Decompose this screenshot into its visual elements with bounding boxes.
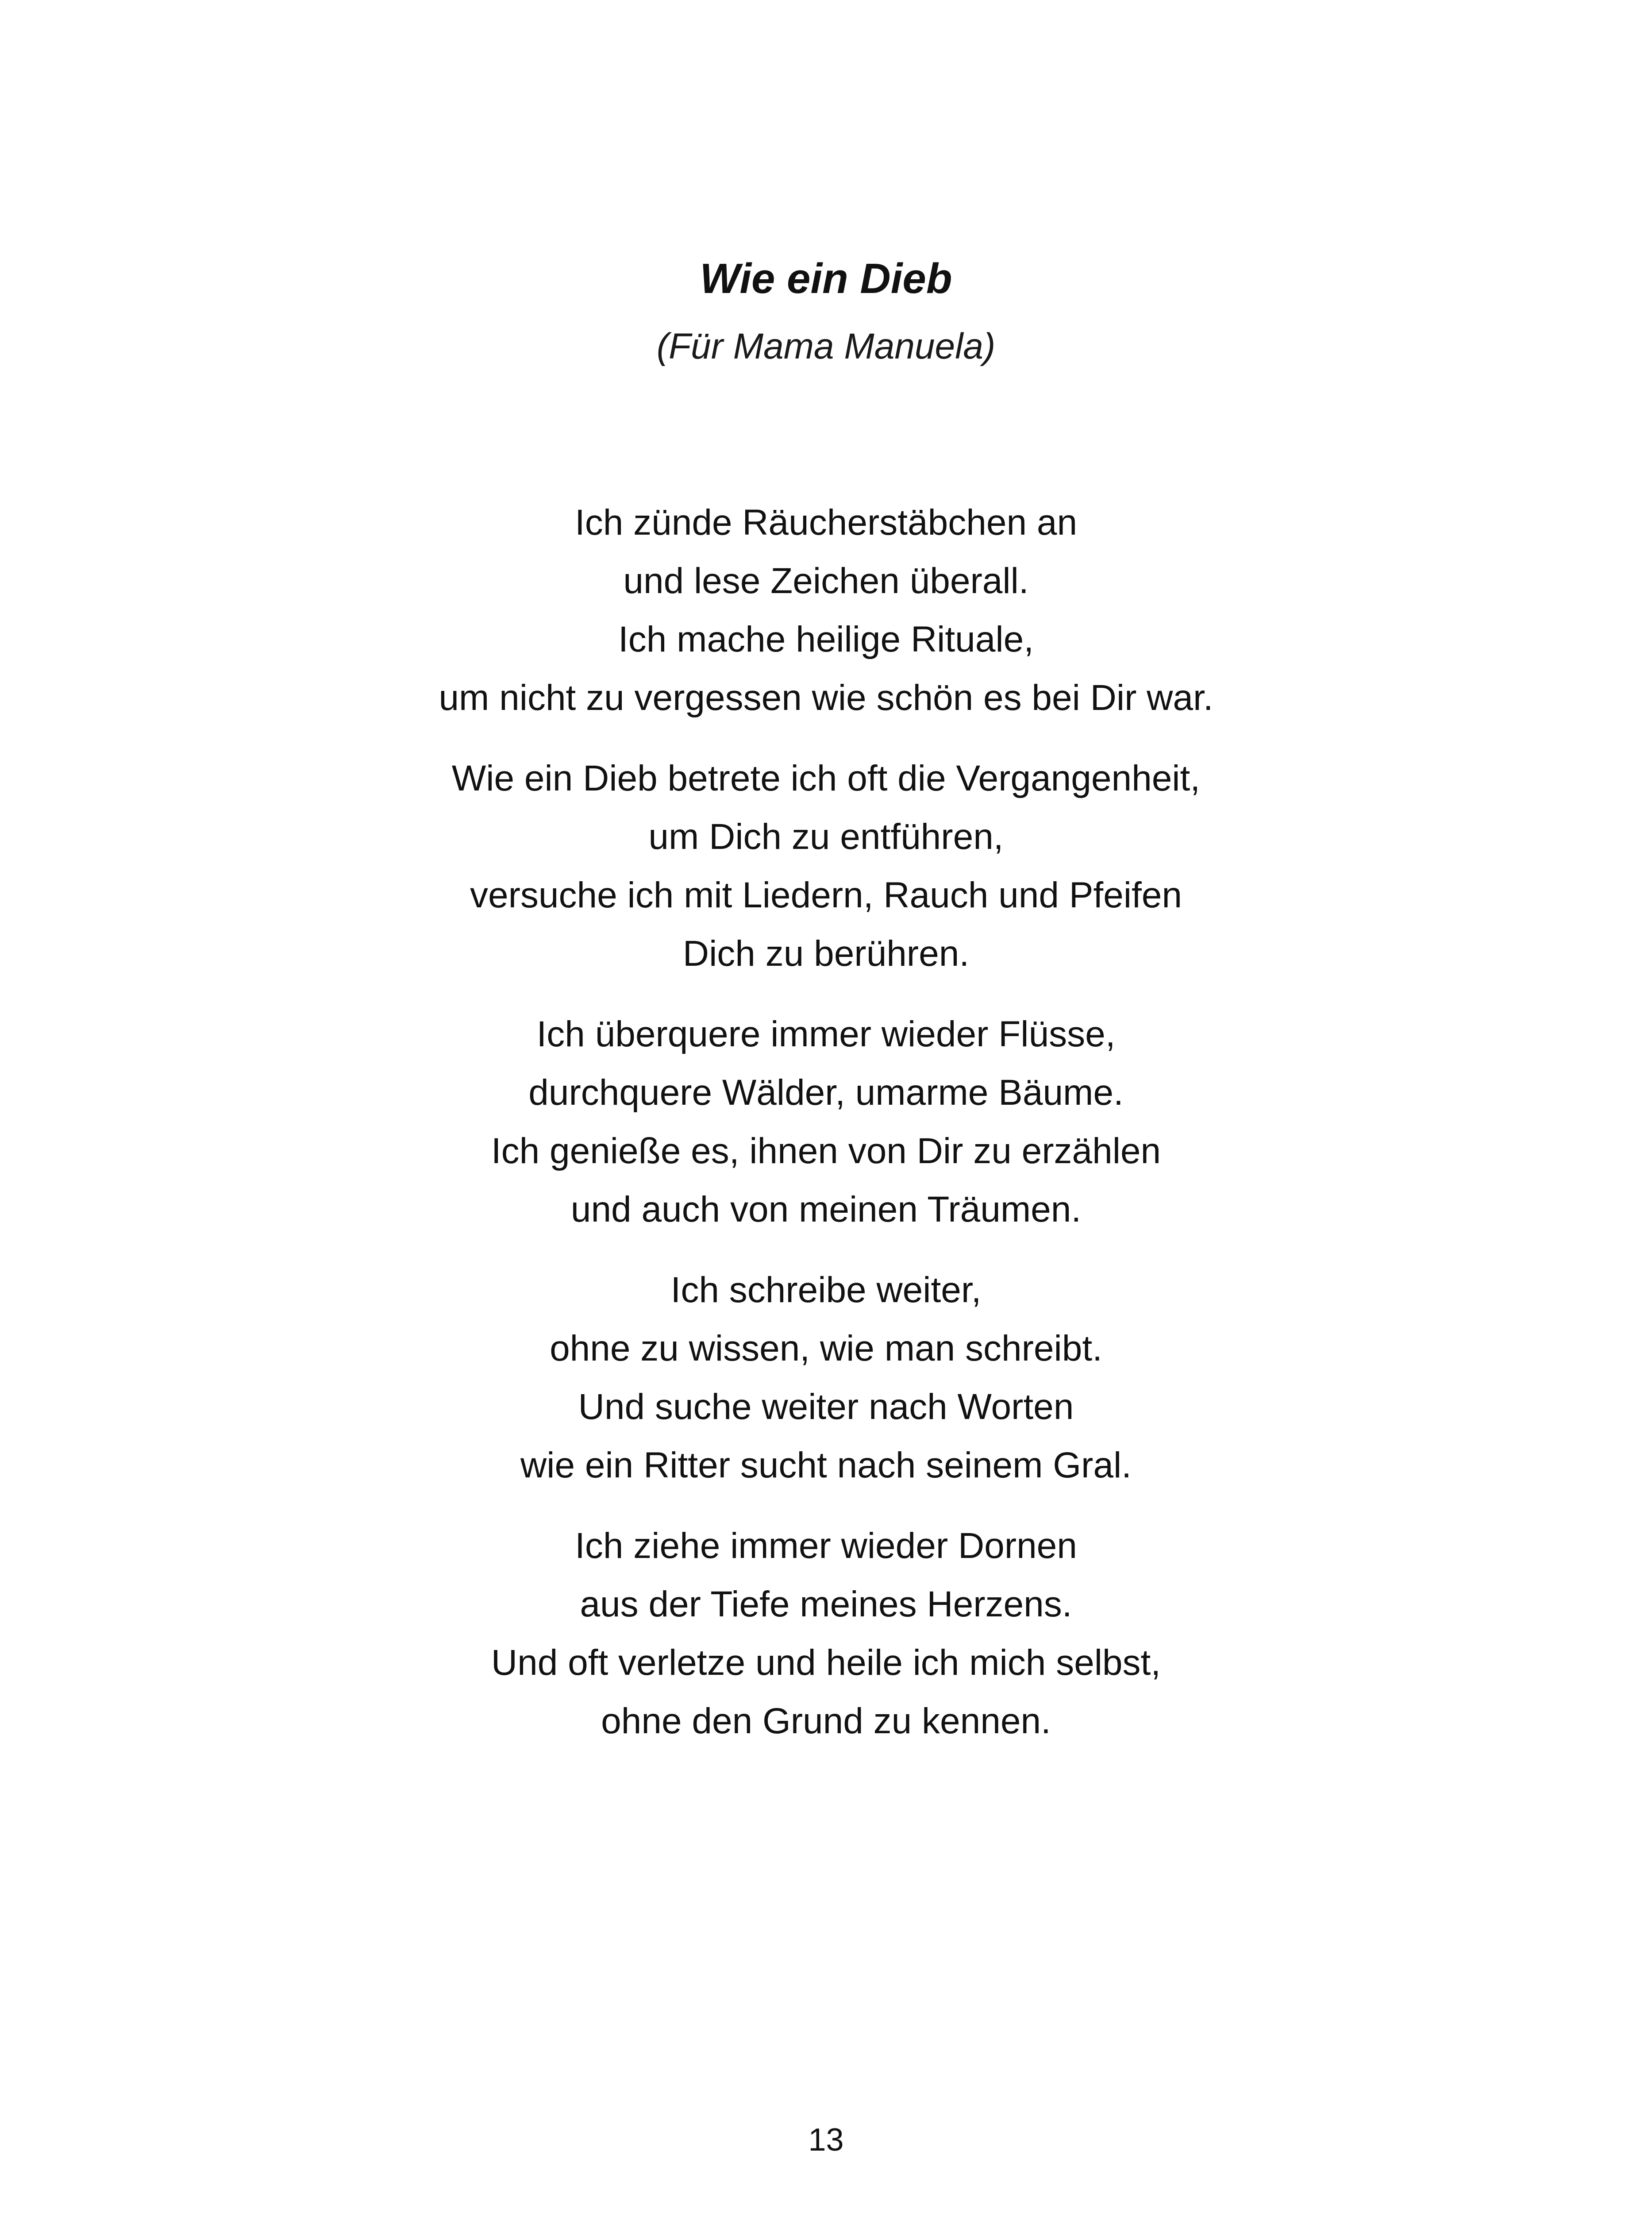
poem-line: Ich schreibe weiter, (670, 1270, 982, 1310)
stanza-5 (0, 1517, 1652, 1750)
poem-dedication: (Für Mama Manuela) (656, 326, 996, 366)
poem-line: Und oft verletze und heile ich mich selbst, (491, 1642, 1161, 1683)
poem-title: Wie ein Dieb (700, 255, 952, 302)
stanza-1 (0, 493, 1652, 727)
poem-line: wie ein Ritter sucht nach seinem Gral. (520, 1445, 1132, 1485)
poem-line: Wie ein Dieb betrete ich oft die Vergangenheit, (451, 758, 1201, 798)
stanza-3 (0, 1005, 1652, 1239)
stanza-4 (0, 1261, 1652, 1495)
poem-line: Dich zu berühren. (682, 933, 970, 974)
poem-line: Ich mache heilige Rituale, (618, 619, 1034, 659)
poem-line: Ich zünde Räucherstäbchen an (574, 502, 1078, 543)
stanza-2 (0, 749, 1652, 983)
poem-line: durchquere Wälder, umarme Bäume. (528, 1072, 1124, 1113)
poem-line: um nicht zu vergessen wie schön es bei Dir war. (439, 678, 1213, 718)
page-number: 13 (808, 2122, 844, 2158)
poem-body (0, 493, 1652, 1773)
poem-line: versuche ich mit Liedern, Rauch und Pfeifen (470, 875, 1182, 915)
poem-line: und auch von meinen Träumen. (570, 1189, 1082, 1230)
poem-line: um Dich zu entführen, (648, 817, 1004, 857)
poem-line: Ich genieße es, ihnen von Dir zu erzählen (491, 1131, 1161, 1171)
poem-line: aus der Tiefe meines Herzens. (580, 1584, 1072, 1624)
poem-line: ohne den Grund zu kennen. (601, 1701, 1051, 1741)
poem-line: und lese Zeichen überall. (623, 561, 1029, 601)
poem-line: Ich überquere immer wieder Flüsse, (536, 1014, 1116, 1054)
poem-line: Und suche weiter nach Worten (578, 1387, 1074, 1427)
poem-line: ohne zu wissen, wie man schreibt. (550, 1328, 1102, 1369)
poem-line: Ich ziehe immer wieder Dornen (575, 1526, 1077, 1566)
